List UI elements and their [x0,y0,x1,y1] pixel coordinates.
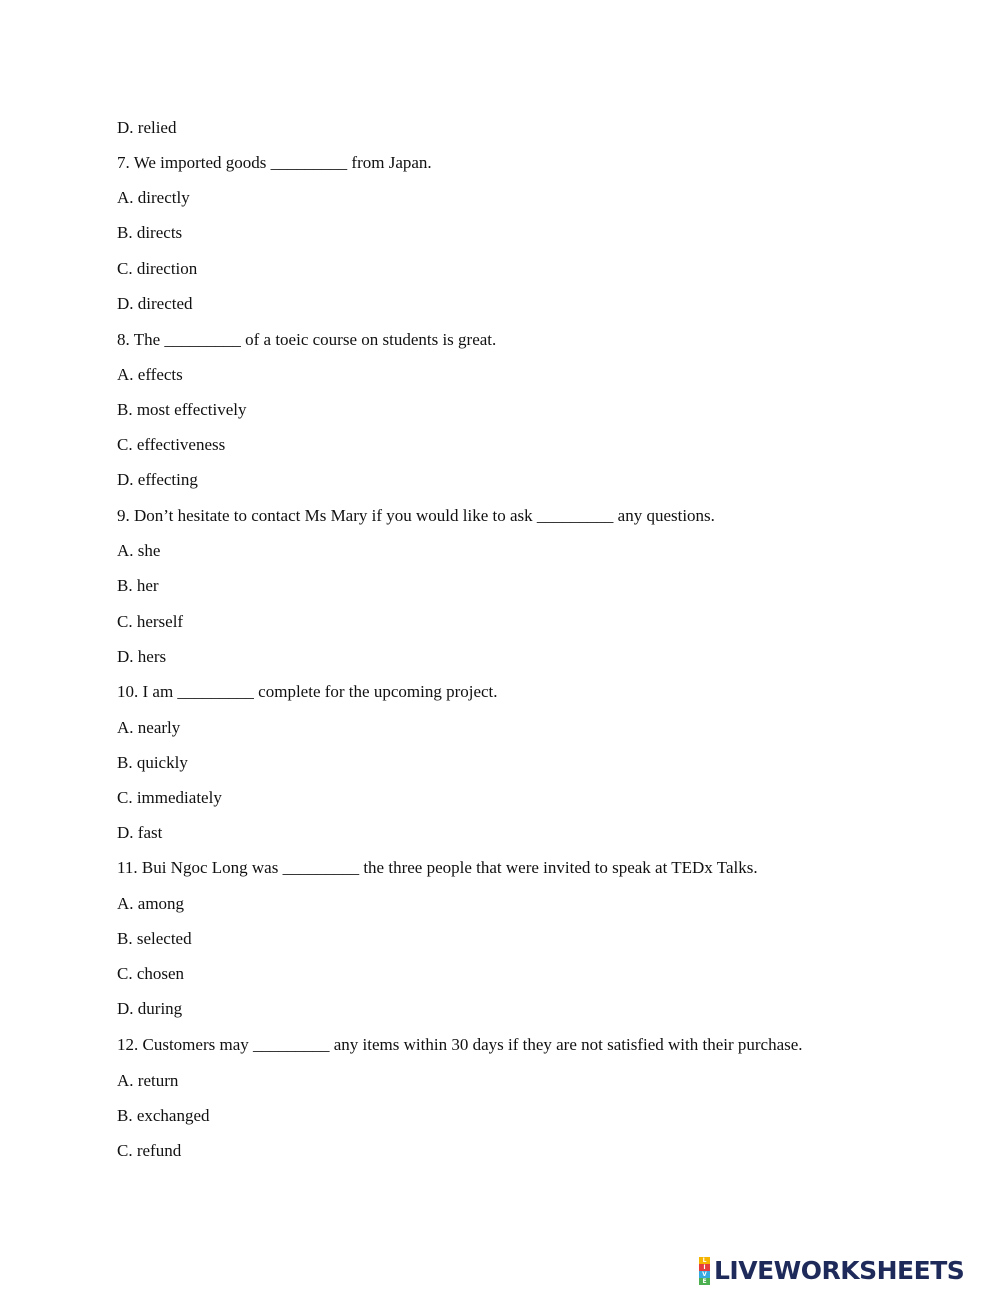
answer-option: D. during [117,999,183,1018]
worksheet-page [117,0,977,1291]
answer-option: C. immediately [117,788,222,807]
answer-option: A. she [117,541,161,560]
answer-option: B. directs [117,223,183,242]
answer-option: B. exchanged [117,1106,210,1125]
question-10: 10. I am _________ complete for the upcoming project. [117,682,498,701]
badge-letter: L [699,1257,710,1264]
live-badge-icon [699,1257,710,1285]
answer-option: B. most effectively [117,400,247,419]
answer-option: A. return [117,1071,179,1090]
answer-option: C. effectiveness [117,435,226,454]
question-7: 7. We imported goods _________ from Japan. [117,153,432,172]
answer-option: C. chosen [117,964,185,983]
answer-option: A. nearly [117,718,181,737]
badge-letter: I [699,1264,710,1271]
answer-option: D. relied [117,118,177,137]
answer-option: B. selected [117,929,192,948]
badge-letter: V [699,1271,710,1278]
liveworksheets-logo[interactable] [699,1256,964,1286]
answer-option: A. effects [117,365,183,384]
answer-option: C. refund [117,1141,182,1160]
logo-text: LIVEWORKSHEETS [714,1256,965,1285]
answer-option: A. directly [117,188,190,207]
badge-letter: E [699,1278,710,1285]
question-8: 8. The _________ of a toeic course on students is great. [117,330,497,349]
answer-option: D. effecting [117,470,198,489]
answer-option: D. hers [117,647,167,666]
answer-option: A. among [117,894,185,913]
answer-option: D. directed [117,294,193,313]
question-11: 11. Bui Ngoc Long was _________ the three people that were invited to speak at TEDx Talks. [117,858,758,877]
answer-option: B. quickly [117,753,188,772]
answer-option: C. direction [117,259,198,278]
answer-option: C. herself [117,612,184,631]
question-9: 9. Don’t hesitate to contact Ms Mary if you would like to ask _________ any questions. [117,506,715,525]
answer-option: D. fast [117,823,163,842]
question-12: 12. Customers may _________ any items within 30 days if they are not satisfied with their purchase. [117,1035,803,1054]
answer-option: B. her [117,576,159,595]
